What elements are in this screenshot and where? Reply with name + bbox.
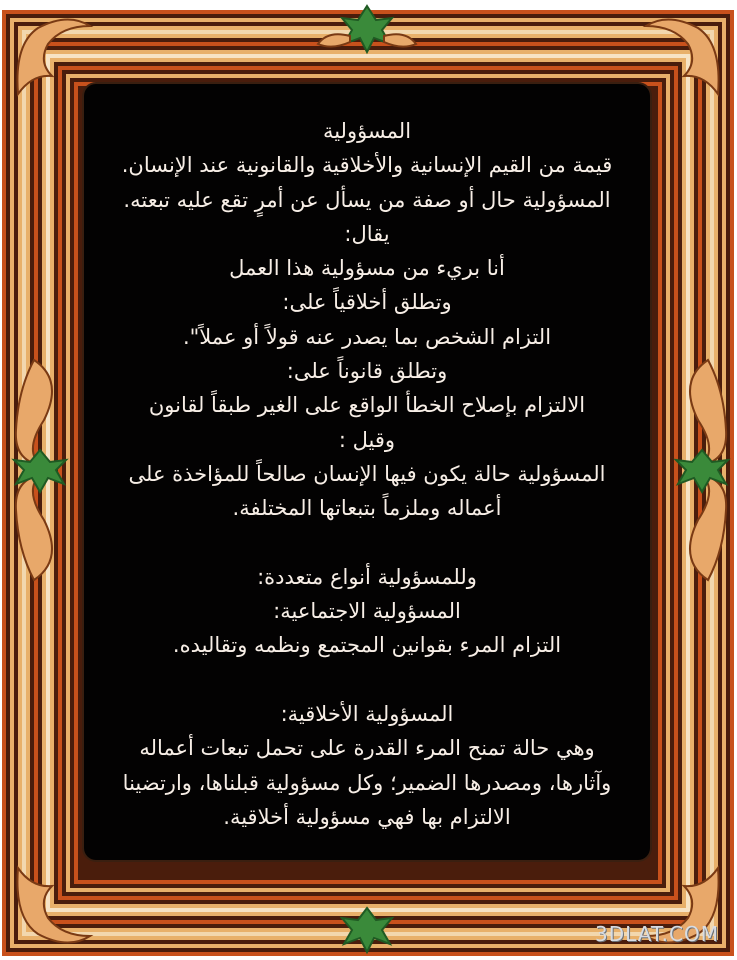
article-line: أنا بريء من مسؤولية هذا العمل bbox=[229, 256, 505, 281]
article-line: وللمسؤولية أنواع متعددة: bbox=[257, 564, 477, 589]
watermark: 3DLAT.COM bbox=[594, 922, 719, 946]
corner-acanthus-ornament-top-left bbox=[8, 14, 98, 104]
article-line: يقال: bbox=[344, 221, 390, 246]
article-line: التزام المرء بقوانين المجتمع ونظمه وتقاليده. bbox=[172, 633, 562, 658]
article-title: المسؤولية bbox=[322, 119, 412, 143]
article-line: وتطلق أخلاقياً على: bbox=[282, 290, 452, 315]
article-line: الالتزام بها فهي مسؤولية أخلاقية. bbox=[223, 804, 511, 829]
article-line: قيمة من القيم الإنسانية والأخلاقية والقانونية عند الإنسان. bbox=[121, 153, 613, 178]
corner-acanthus-ornament-top-right bbox=[638, 14, 728, 104]
article-line: التزام الشخص بما يصدر عنه قولاً أو عملاً". bbox=[182, 324, 552, 349]
article-body bbox=[94, 114, 640, 854]
article-line: المسؤولية حال أو صفة من يسأل عن أمرٍ تقع عليه تبعته. bbox=[123, 187, 611, 212]
article-line: المسؤولية حالة يكون فيها الإنسان صالحاً للمؤاخذة على bbox=[128, 461, 606, 486]
corner-acanthus-ornament-bottom-left bbox=[8, 858, 98, 948]
article-line: الالتزام بإصلاح الخطأ الواقع على الغير طبقاً لقانون bbox=[148, 393, 586, 418]
article-line: أعماله وملزماً بتبعاتها المختلفة. bbox=[232, 496, 502, 521]
article-line: وهي حالة تمنح المرء القدرة على تحمل تبعات أعماله bbox=[139, 736, 595, 761]
leaf-ornament-bottom bbox=[320, 900, 415, 960]
article-line: وقيل : bbox=[338, 427, 396, 452]
article-line: وتطلق قانوناً على: bbox=[286, 359, 448, 384]
leaf-ornament-left bbox=[4, 340, 74, 600]
article-line: المسؤولية الاجتماعية: bbox=[273, 599, 461, 624]
leaf-ornament bbox=[318, 6, 416, 52]
article-line: المسؤولية الأخلاقية: bbox=[280, 702, 454, 727]
paragraph-gap bbox=[94, 663, 640, 697]
leaf-ornament-top bbox=[310, 0, 425, 60]
article-line: وآثارها، ومصدرها الضمير؛ وكل مسؤولية قبلناها، وارتضينا bbox=[122, 770, 612, 795]
paragraph-gap bbox=[94, 526, 640, 560]
leaf-ornament-right bbox=[668, 340, 737, 600]
